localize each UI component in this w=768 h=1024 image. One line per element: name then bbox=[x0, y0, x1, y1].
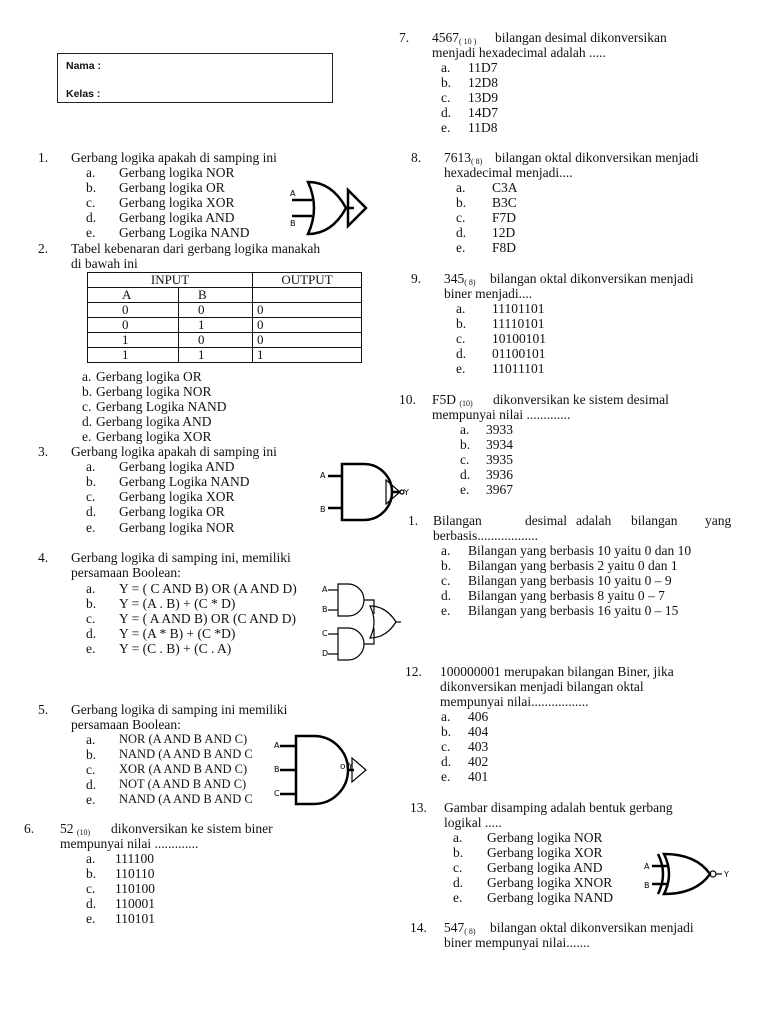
option-letter: c. bbox=[441, 90, 451, 105]
option-letter: c. bbox=[86, 195, 96, 210]
question-number: 5. bbox=[38, 702, 49, 717]
option-letter: a. bbox=[86, 851, 96, 866]
option-letter: c. bbox=[460, 452, 470, 467]
option-text: 01100101 bbox=[492, 346, 546, 361]
table-cell: 0 bbox=[88, 303, 179, 318]
option-letter: a. bbox=[456, 301, 466, 316]
question-word: Bilangan bbox=[433, 513, 482, 528]
base-subscript: (10) bbox=[459, 399, 473, 408]
question-text: dikonversikan ke sistem desimal bbox=[493, 392, 669, 407]
option-letter: d. bbox=[456, 346, 467, 361]
table-cell: 1 bbox=[88, 348, 179, 363]
option-letter: c. bbox=[456, 331, 466, 346]
question-number-value: $547_{( 8)}$ bbox=[444, 920, 476, 936]
table-cell: 1 bbox=[179, 318, 253, 333]
gate-label-a: A bbox=[274, 741, 280, 750]
question-text-cont: mempunyai nilai ............. bbox=[60, 836, 199, 851]
question-text-cont: mempunyai nilai ............. bbox=[432, 407, 571, 422]
option-letter: e. bbox=[86, 520, 96, 535]
table-cell: 1 bbox=[179, 348, 253, 363]
option-text: Bilangan yang berbasis 16 yaitu 0 – 15 bbox=[468, 603, 679, 618]
option-letter: e. bbox=[441, 769, 451, 784]
question-number: 3. bbox=[38, 444, 49, 459]
option-letter: b. bbox=[86, 596, 97, 611]
question-text: Gerbang logika di samping ini memiliki bbox=[71, 702, 288, 717]
option-text: Bilangan yang berbasis 10 yaitu 0 – 9 bbox=[468, 573, 672, 588]
option-text: 404 bbox=[468, 724, 489, 739]
option-text: Gerbang Logika NAND bbox=[96, 399, 227, 414]
option-text: NOR (A AND B AND C) bbox=[119, 732, 248, 746]
option-text: Gerbang logika XOR bbox=[119, 195, 235, 210]
option-text: Gerbang logika NOR bbox=[119, 165, 235, 180]
option-text: 3967 bbox=[486, 482, 513, 497]
question-number: 1. bbox=[38, 150, 49, 165]
option-letter: a. bbox=[86, 165, 96, 180]
question-text: 100000001 merupakan bilangan Biner, jika bbox=[440, 664, 674, 679]
option-text: 110100 bbox=[115, 881, 155, 896]
question-number-value: 52 $_{(10)}$ bbox=[60, 821, 91, 837]
question-text: Gerbang logika di samping ini, memiliki bbox=[71, 550, 291, 565]
question-number: 12. bbox=[405, 664, 422, 679]
option-letter: c. bbox=[82, 399, 92, 414]
option-text: F8D bbox=[492, 240, 517, 255]
gate-label-b: B bbox=[644, 881, 650, 890]
option-text: 110101 bbox=[115, 911, 155, 926]
option-text: Y = (C . B) + (C . A) bbox=[119, 641, 232, 656]
table-row bbox=[88, 348, 362, 363]
question-text-cont: biner mempunyai nilai....... bbox=[444, 935, 590, 950]
option-text: NAND (A AND B AND C bbox=[119, 747, 253, 761]
option-text: 3933 bbox=[486, 422, 513, 437]
option-letter: e. bbox=[453, 890, 463, 905]
table-header-output: OUTPUT bbox=[253, 273, 362, 288]
option-letter: a. bbox=[453, 830, 463, 845]
option-letter: e. bbox=[460, 482, 470, 497]
option-letter: e. bbox=[86, 792, 96, 807]
question-text-cont: mempunyai nilai................. bbox=[440, 694, 589, 709]
option-text: Y = (A * B) + (C *D) bbox=[119, 626, 236, 641]
gate-label-a: A bbox=[320, 471, 326, 480]
question-number: 14. bbox=[410, 920, 427, 935]
option-letter: a. bbox=[456, 180, 466, 195]
table-header-input: INPUT bbox=[88, 273, 253, 288]
option-letter: d. bbox=[82, 414, 93, 429]
question-word: bilangan bbox=[631, 513, 678, 528]
option-text: 11110101 bbox=[492, 316, 545, 331]
option-text: F7D bbox=[492, 210, 517, 225]
option-letter: b. bbox=[456, 316, 467, 331]
name-label: Nama : bbox=[66, 60, 102, 72]
student-info-box bbox=[57, 53, 333, 103]
gate-output-label: o-Y bbox=[340, 762, 354, 772]
option-letter: d. bbox=[453, 875, 464, 890]
table-row bbox=[88, 303, 362, 318]
option-letter: e. bbox=[86, 641, 96, 656]
option-letter: c. bbox=[86, 762, 96, 777]
option-text: 3936 bbox=[486, 467, 513, 482]
question-text-cont: di bawah ini bbox=[71, 256, 138, 271]
question-text-cont: biner menjadi.... bbox=[444, 286, 533, 301]
option-letter: d. bbox=[86, 777, 97, 792]
option-letter: c. bbox=[453, 860, 463, 875]
option-text: 11101101 bbox=[492, 301, 545, 316]
option-letter: d. bbox=[441, 588, 452, 603]
option-text: 13D9 bbox=[468, 90, 498, 105]
question-text: bilangan oktal dikonversikan menjadi bbox=[490, 271, 694, 286]
option-text: B3C bbox=[492, 195, 517, 210]
option-text: Bilangan yang berbasis 10 yaitu 0 dan 10 bbox=[468, 543, 692, 558]
option-letter: d. bbox=[441, 754, 452, 769]
option-text: Gerbang logika OR bbox=[119, 180, 225, 195]
option-text: Bilangan yang berbasis 8 yaitu 0 – 7 bbox=[468, 588, 665, 603]
option-text: Gerbang logika NAND bbox=[487, 890, 613, 905]
option-letter: e. bbox=[86, 911, 96, 926]
table-cell: 1 bbox=[88, 333, 179, 348]
option-text: 11D7 bbox=[468, 60, 498, 75]
or-gate-with-buffer-icon bbox=[290, 178, 370, 240]
question-text: Gerbang logika apakah di samping ini bbox=[71, 150, 277, 165]
question-number: 8. bbox=[411, 150, 422, 165]
option-text: 111100 bbox=[115, 851, 154, 866]
option-letter: b. bbox=[86, 866, 97, 881]
option-text: 110001 bbox=[115, 896, 155, 911]
option-letter: a. bbox=[441, 60, 451, 75]
question-text: bilangan desimal dikonversikan bbox=[495, 30, 667, 45]
option-letter: d. bbox=[86, 626, 97, 641]
gate-label-a: A bbox=[322, 585, 328, 594]
question-number-value: $345_{( 8)}$ bbox=[444, 271, 476, 287]
option-text: NAND (A AND B AND C bbox=[119, 792, 253, 806]
option-letter: d. bbox=[441, 105, 452, 120]
option-letter: e. bbox=[86, 225, 96, 240]
option-letter: b. bbox=[460, 437, 471, 452]
question-text: Gerbang logika apakah di samping ini bbox=[71, 444, 277, 459]
gate-label-b: B bbox=[274, 765, 280, 774]
option-letter: c. bbox=[86, 881, 96, 896]
option-text: Gerbang logika NOR bbox=[96, 384, 212, 399]
question-text: dikonversikan ke sistem biner bbox=[111, 821, 273, 836]
table-subheader-b: B bbox=[179, 288, 253, 303]
question-number: 4. bbox=[38, 550, 49, 565]
question-number: 13. bbox=[410, 800, 427, 815]
option-text: NOT (A AND B AND C) bbox=[119, 777, 247, 791]
option-text: Y = ( A AND B) OR (C AND D) bbox=[119, 611, 296, 626]
table-row bbox=[88, 333, 362, 348]
option-text: 11011101 bbox=[492, 361, 545, 376]
gate-label-b: B bbox=[322, 605, 328, 614]
table-cell: 0 bbox=[253, 318, 362, 333]
option-text: 401 bbox=[468, 769, 489, 784]
question-number: 10. bbox=[399, 392, 416, 407]
option-text: Gerbang logika XOR bbox=[487, 845, 603, 860]
option-letter: e. bbox=[441, 120, 451, 135]
option-letter: d. bbox=[86, 896, 97, 911]
option-letter: b. bbox=[441, 75, 452, 90]
option-text: Y = ( C AND B) OR (A AND D) bbox=[119, 581, 297, 596]
question-number-value: $4567_{( 10 )}$ bbox=[432, 30, 477, 46]
xor-gate-icon bbox=[644, 852, 732, 896]
gate-label-y: Y bbox=[724, 870, 729, 879]
option-text: 12D8 bbox=[468, 75, 498, 90]
question-text-cont: logikal ..... bbox=[444, 815, 502, 830]
option-text: Gerbang logika XOR bbox=[119, 489, 235, 504]
question-number: 7. bbox=[399, 30, 410, 45]
option-letter: b. bbox=[453, 845, 464, 860]
option-letter: a. bbox=[460, 422, 470, 437]
table-cell: 0 bbox=[179, 333, 253, 348]
class-label: Kelas : bbox=[66, 88, 101, 100]
option-letter: d. bbox=[460, 467, 471, 482]
question-text: Tabel kebenaran dari gerbang logika manakah bbox=[71, 241, 321, 256]
option-letter: d. bbox=[86, 504, 97, 519]
option-letter: d. bbox=[456, 225, 467, 240]
question-number: 1. bbox=[408, 513, 419, 528]
question-text: Gambar disamping adalah bentuk gerbang bbox=[444, 800, 673, 815]
table-cell: 0 bbox=[253, 303, 362, 318]
option-text: 11D8 bbox=[468, 120, 498, 135]
option-text: Bilangan yang berbasis 2 yaitu 0 dan 1 bbox=[468, 558, 678, 573]
question-text-cont: persamaan Boolean: bbox=[71, 717, 181, 732]
question-number: 2. bbox=[38, 241, 49, 256]
option-text: 110110 bbox=[115, 866, 155, 881]
question-word: adalah bbox=[576, 513, 612, 528]
option-text: Gerbang logika XOR bbox=[96, 429, 212, 444]
option-letter: a. bbox=[441, 709, 451, 724]
option-letter: b. bbox=[86, 747, 97, 762]
option-letter: e. bbox=[456, 240, 466, 255]
question-text-cont: dikonversikan menjadi bilangan oktal bbox=[440, 679, 644, 694]
question-word: yang bbox=[705, 513, 732, 528]
and-gate-with-buffer-icon bbox=[320, 460, 412, 522]
gate-label-y: Y bbox=[404, 488, 409, 497]
option-letter: b. bbox=[456, 195, 467, 210]
base-subscript: ( 8) bbox=[464, 927, 476, 936]
option-text: Gerbang logika NOR bbox=[487, 830, 603, 845]
option-letter: a. bbox=[86, 581, 96, 596]
option-letter: c. bbox=[86, 611, 96, 626]
option-letter: e. bbox=[456, 361, 466, 376]
option-text: Gerbang Logika NAND bbox=[119, 474, 250, 489]
option-text: 10100101 bbox=[492, 331, 546, 346]
option-text: Gerbang logika AND bbox=[119, 459, 235, 474]
question-text: bilangan oktal dikonversikan menjadi bbox=[495, 150, 699, 165]
question-number-value: F5D $_{(10)}$ bbox=[432, 392, 473, 408]
option-text: 403 bbox=[468, 739, 489, 754]
question-number-value: $7613_{( 8)}$ bbox=[444, 150, 483, 166]
option-text: 3935 bbox=[486, 452, 513, 467]
option-text: 402 bbox=[468, 754, 489, 769]
question-number: 9. bbox=[411, 271, 422, 286]
option-text: Y = (A . B) + (C * D) bbox=[119, 596, 236, 611]
table-subheader-a: A bbox=[88, 288, 179, 303]
table-cell: 0 bbox=[88, 318, 179, 333]
option-text: Gerbang Logika NAND bbox=[119, 225, 250, 240]
question-text-cont: menjadi hexadecimal adalah ..... bbox=[432, 45, 606, 60]
gate-label-a: A bbox=[290, 189, 296, 198]
table-cell: 1 bbox=[253, 348, 362, 363]
option-text: Gerbang logika XNOR bbox=[487, 875, 613, 890]
option-text: Gerbang logika AND bbox=[487, 860, 603, 875]
question-number: 6. bbox=[24, 821, 35, 836]
option-text: XOR (A AND B AND C) bbox=[119, 762, 248, 776]
option-letter: a. bbox=[86, 459, 96, 474]
option-text: C3A bbox=[492, 180, 518, 195]
question-text-cont: hexadecimal menjadi.... bbox=[444, 165, 573, 180]
option-text: 14D7 bbox=[468, 105, 498, 120]
gate-label-c: C bbox=[274, 789, 280, 798]
base-subscript: ( 10 ) bbox=[459, 37, 477, 46]
option-text: Gerbang logika OR bbox=[119, 504, 225, 519]
option-letter: c. bbox=[86, 489, 96, 504]
question-text: bilangan oktal dikonversikan menjadi bbox=[490, 920, 694, 935]
option-letter: a. bbox=[82, 369, 92, 384]
option-letter: a. bbox=[441, 543, 451, 558]
option-letter: b. bbox=[86, 474, 97, 489]
base-subscript: ( 8) bbox=[464, 278, 476, 287]
base-subscript: ( 8) bbox=[471, 157, 483, 166]
option-letter: b. bbox=[441, 558, 452, 573]
table-cell: 0 bbox=[253, 333, 362, 348]
option-letter: b. bbox=[441, 724, 452, 739]
option-letter: a. bbox=[86, 732, 96, 747]
option-letter: c. bbox=[441, 573, 451, 588]
gate-label-c: C bbox=[322, 629, 328, 638]
option-text: 12D bbox=[492, 225, 516, 240]
table-cell: 0 bbox=[179, 303, 253, 318]
question-word: desimal bbox=[525, 513, 567, 528]
three-input-and-gate-icon bbox=[274, 734, 370, 808]
gate-label-b: B bbox=[320, 505, 326, 514]
question-text-cont: berbasis.................. bbox=[433, 528, 538, 543]
gate-label-a: A bbox=[644, 862, 650, 871]
table-row bbox=[88, 318, 362, 333]
question-text-cont: persamaan Boolean: bbox=[71, 565, 181, 580]
option-text: Gerbang logika AND bbox=[119, 210, 235, 225]
and-or-combination-gate-icon bbox=[322, 582, 402, 664]
gate-label-d: D bbox=[322, 649, 329, 658]
option-text: 3934 bbox=[486, 437, 513, 452]
option-letter: c. bbox=[456, 210, 466, 225]
option-letter: e. bbox=[441, 603, 451, 618]
option-letter: b. bbox=[86, 180, 97, 195]
option-text: 406 bbox=[468, 709, 489, 724]
option-text: Gerbang logika AND bbox=[96, 414, 212, 429]
option-text: Gerbang logika OR bbox=[96, 369, 202, 384]
table-subheader-empty bbox=[253, 288, 362, 303]
base-subscript: (10) bbox=[76, 828, 91, 837]
option-letter: e. bbox=[82, 429, 92, 444]
option-letter: b. bbox=[82, 384, 93, 399]
truth-table bbox=[87, 272, 362, 363]
option-letter: d. bbox=[86, 210, 97, 225]
option-letter: c. bbox=[441, 739, 451, 754]
option-text: Gerbang logika NOR bbox=[119, 520, 235, 535]
gate-label-b: B bbox=[290, 219, 296, 228]
